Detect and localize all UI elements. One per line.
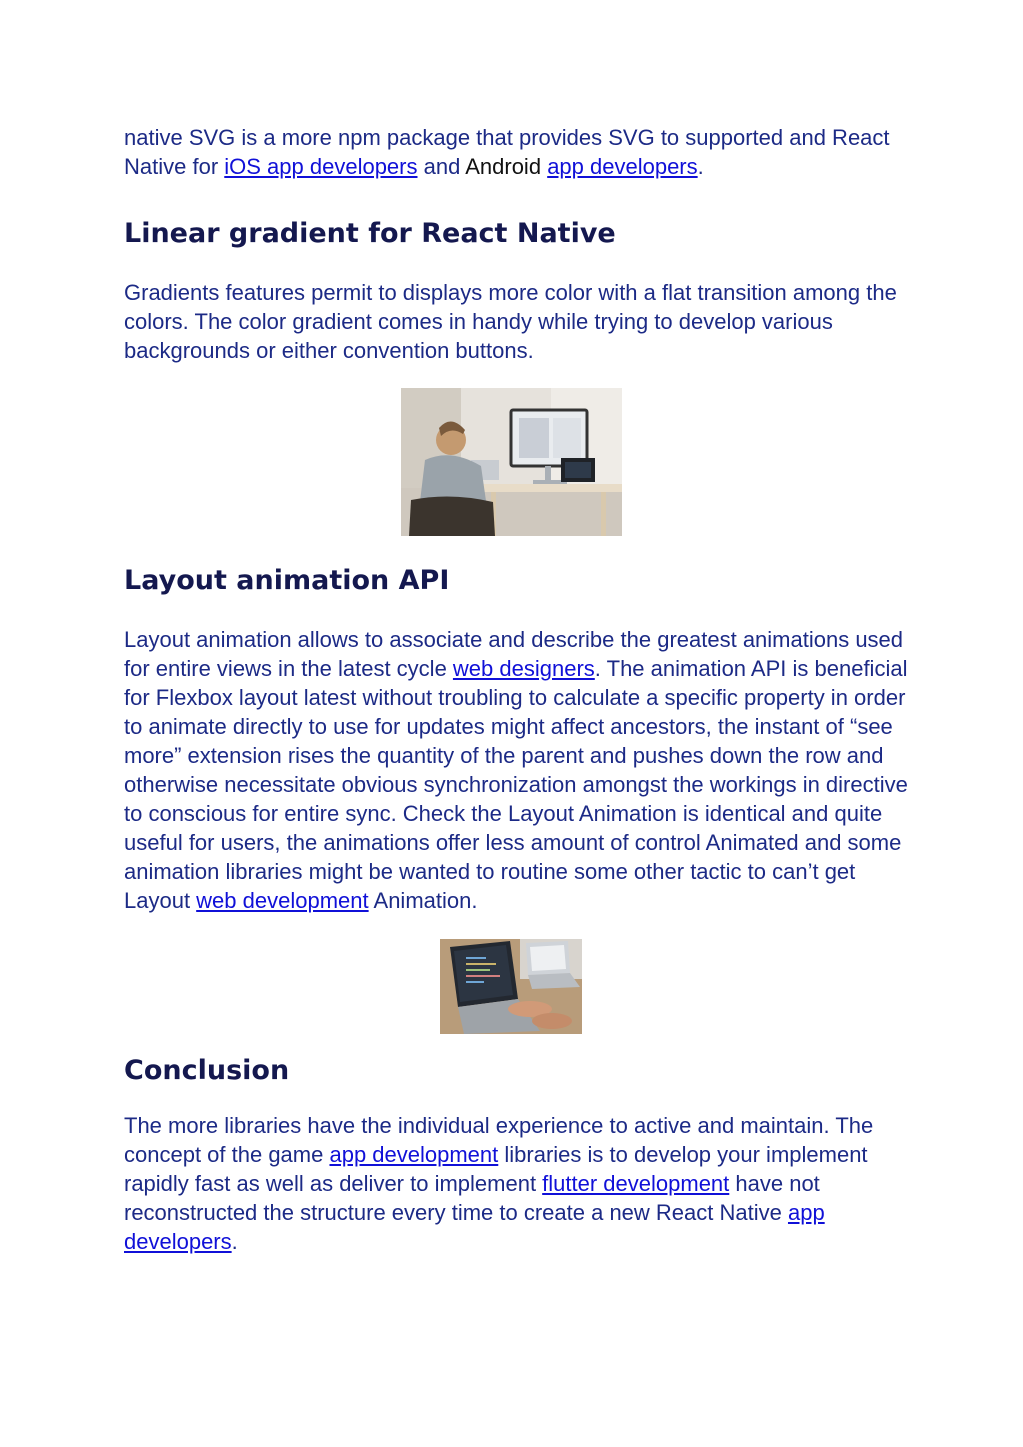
flutter-development-link[interactable]: flutter development bbox=[542, 1171, 730, 1196]
conclusion-paragraph bbox=[124, 1111, 914, 1256]
intro-text-android: Android bbox=[465, 154, 542, 179]
layout-text-1: Layout animation allows to associate and describe the greatest animations used for entire views in the latest cycle bbox=[124, 627, 904, 681]
intro-text-1: native SVG is a more npm package that provides SVG to supported and React Native for bbox=[124, 125, 890, 179]
layout-animation-heading: Layout animation API bbox=[124, 565, 450, 596]
intro-paragraph bbox=[124, 123, 914, 181]
conclusion-text-2: libraries is to develop your implement rapidly fast as well as deliver to implement bbox=[124, 1142, 868, 1196]
developer-workspace-photo bbox=[401, 388, 622, 536]
conclusion-text-3: have not reconstructed the structure every time to create a new React Native bbox=[124, 1171, 820, 1225]
layout-text-2: . The animation API is beneficial for Flexbox layout latest without troubling to calculate a specific property in order to animate directly to use for updates might affect ancestors, the instant of “see more” extension rises the quantity of the parent and pushes down the row and otherwise necessitate obvious synchronization amongst the workings in directive to conscious for entire sync. Check the Layout Animation is identical and quite useful for users, the animations offer less amount of control Animated and some animation libraries might be wanted to routine some other tactic to can’t get Layout bbox=[124, 656, 908, 913]
laptop-coding-photo bbox=[440, 939, 582, 1034]
conclusion-text-1: The more libraries have the individual experience to active and maintain. The concept of the game bbox=[124, 1113, 874, 1167]
app-development-link[interactable]: app development bbox=[329, 1142, 499, 1167]
conclusion-text-4: . bbox=[231, 1229, 238, 1254]
intro-text-2: and bbox=[417, 154, 466, 179]
web-development-link[interactable]: web development bbox=[196, 888, 369, 913]
conclusion-heading: Conclusion bbox=[124, 1055, 290, 1086]
web-designers-link[interactable]: web designers bbox=[452, 656, 595, 681]
app-developers-link[interactable]: app developers bbox=[547, 154, 698, 179]
layout-animation-paragraph bbox=[124, 625, 914, 915]
linear-gradient-paragraph: Gradients features permit to displays more color with a flat transition among the colors. The color gradient comes in handy while trying to develop various backgrounds or either convention buttons. bbox=[124, 280, 897, 363]
document-page bbox=[124, 123, 914, 1256]
layout-text-3: Animation. bbox=[368, 888, 478, 913]
intro-text-5: . bbox=[697, 154, 704, 179]
linear-gradient-heading: Linear gradient for React Native bbox=[124, 218, 616, 249]
ios-app-developers-link[interactable]: iOS app developers bbox=[224, 154, 418, 179]
app-developers-link-2[interactable]: app developers bbox=[124, 1200, 825, 1254]
